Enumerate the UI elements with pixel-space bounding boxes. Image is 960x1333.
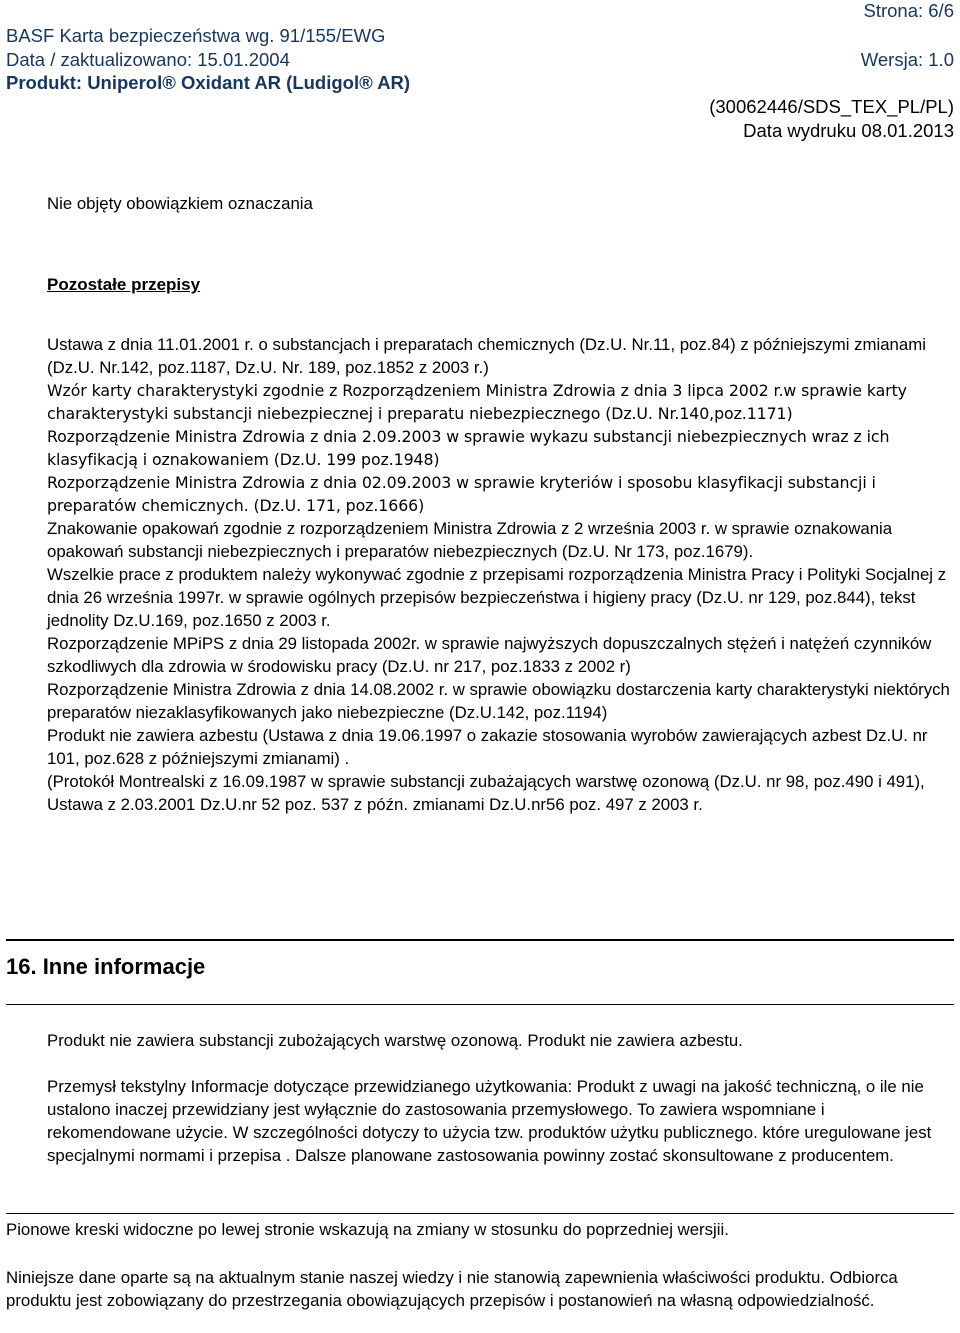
other-regulations-heading: Pozostałe przepisy — [47, 275, 201, 294]
regulations-list — [47, 333, 957, 816]
regulation-item: Znakowanie opakowań zgodnie z rozporządzeniem Ministra Zdrowia z 2 września 2003 r. w sprawie oznakowania opakowań substancji niebezpiecznych i preparatów niebezpiecznych (Dz.U. Nr 173, poz.1679). — [47, 519, 893, 561]
regulation-item: Ustawa z dnia 11.01.2001 r. o substancjach i preparatach chemicznych (Dz.U. Nr.11, poz.84) z późniejszymi zmianami (Dz.U. Nr.142, poz.1187, Dz.U. Nr. 189, poz.1852 z 2003 r.) — [47, 335, 926, 377]
regulation-item: Wszelkie prace z produktem należy wykonywać zgodnie z przepisami rozporządzenia Ministra Pracy i Polityki Socjalnej z dnia 26 września 1997r. w sprawie ogólnych przepisów bezpieczeństwa i higieny pracy (Dz.U. nr 129, poz.844), tekst jednolity Dz.U.169, poz.1650 z 2003 r. — [47, 565, 947, 630]
regulation-item: Rozporządzenie MPiPS z dnia 29 listopada 2002r. w sprawie najwyższych dopuszczalnych stężeń i natężeń czynników szkodliwych dla zdrowia w środowisku pracy (Dz.U. nr 217, poz.1833 z 2002 r) — [47, 634, 932, 676]
intended-use-note: Przemysł tekstylny Informacje dotyczące przewidzianego użytkowania: Produkt z uwagi na jakość techniczną, o ile nie ustalono inaczej przewidziany jest wyłącznie do zastosowania przemysłowego. To zawiera wspomniane i rekomendowane użycie. W szczególności dotyczy to użycia tzw. produktów użytku publicznego. które uregulowane jest specjalnymi normami i przepisa . Dalsze planowane zastosowania powinny zostać skonsultowane z producentem. — [47, 1077, 932, 1165]
document-title: BASF Karta bezpieczeństwa wg. 91/155/EWG — [6, 25, 386, 46]
labeling-text: Nie objęty obowiązkiem oznaczania — [47, 194, 313, 213]
disclaimer-note: Niniejsze dane oparte są na aktualnym stanie naszej wiedzy i nie stanowią zapewnienia właściwości produktu. Odbiorca produktu jest zobowiązany do przestrzegania obowiązujących przepisów i postanowień na własną odpowiedzialność. — [6, 1268, 898, 1310]
section-16-title: 16. Inne informacje — [6, 954, 206, 979]
regulation-item: Rozporządzenie Ministra Zdrowia z dnia 2.09.2003 w sprawie wykazu substancji niebezpiecznych wraz z ich klasyfikacją i oznakowaniem (Dz.U. 199 poz.1948) — [47, 427, 890, 469]
regulation-item: Rozporządzenie Ministra Zdrowia z dnia 02.09.2003 w sprawie kryteriów i sposobu klasyfikacji substancji i preparatów chemicznych. (Dz.U. 171, poz.1666) — [47, 473, 876, 515]
regulation-item: Produkt nie zawiera azbestu (Ustawa z dnia 19.06.1997 o zakazie stosowania wyrobów zawierających azbest Dz.U. nr 101, poz.628 z późniejszymi zmianami) . — [47, 726, 928, 768]
section-divider-thin — [6, 1004, 954, 1005]
regulation-item: Rozporządzenie Ministra Zdrowia z dnia 14.08.2002 r. w sprawie obowiązku dostarczenia karty charakterystyki niektórych preparatów niezaklasyfikowanych jako niebezpieczne (Dz.U.142, poz.1194) — [47, 680, 950, 722]
footer-divider — [6, 1213, 954, 1214]
page-number: Strona: 6/6 — [863, 0, 954, 21]
regulation-item: (Protokół Montrealski z 16.09.1987 w sprawie substancji zubażających warstwę ozonową (Dz.U. nr 98, poz.490 i 491), Ustawa z 2.03.2001 Dz.U.nr 52 poz. 537 z późn. zmianami Dz.U.nr56 poz. 497 z 2003 r. — [47, 772, 925, 814]
section-divider — [6, 939, 954, 941]
print-date: Data wydruku 08.01.2013 — [743, 120, 954, 141]
ozone-asbestos-note: Produkt nie zawiera substancji zubożających warstwę ozonową. Produkt nie zawiera azbestu. — [47, 1031, 743, 1050]
revision-marks-note: Pionowe kreski widoczne po lewej stronie wskazują na zmiany w stosunku do poprzedniej wersjii. — [6, 1220, 729, 1239]
update-date: Data / zaktualizowano: 15.01.2004 — [6, 49, 290, 70]
document-code: (30062446/SDS_TEX_PL/PL) — [709, 96, 954, 117]
product-name: Produkt: Uniperol® Oxidant AR (Ludigol® AR) — [6, 72, 411, 93]
version-label: Wersja: 1.0 — [860, 49, 954, 70]
regulation-item: Wzór karty charakterystyki zgodnie z Rozporządzeniem Ministra Zdrowia z dnia 3 lipca 2002 r.w sprawie karty charakterystyki substancji niebezpiecznej i preparatu niebezpiecznego (Dz.U. Nr.140,poz.1171) — [47, 381, 907, 423]
